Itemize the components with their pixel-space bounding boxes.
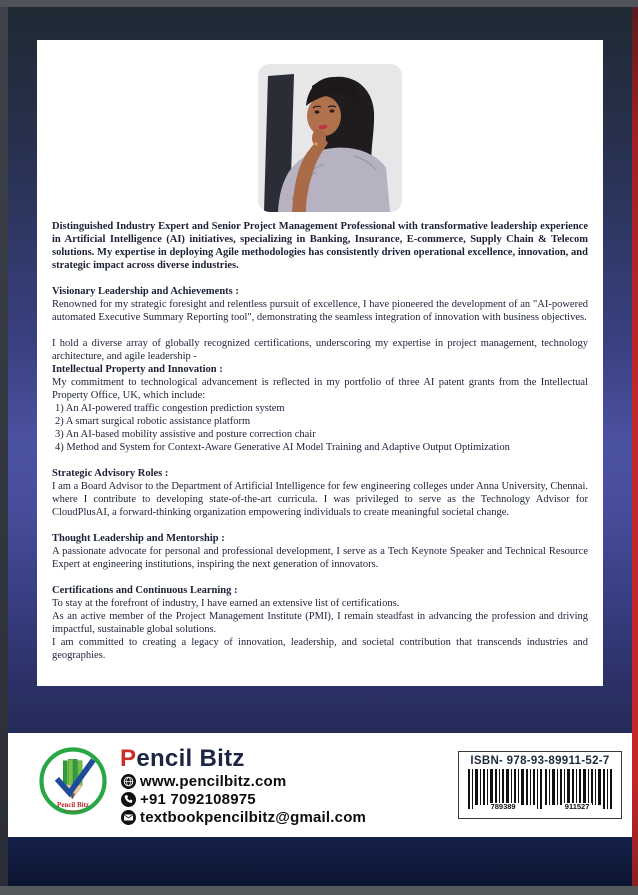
heading-intellectual-property: Intellectual Property and Innovation :	[52, 364, 223, 375]
publisher-initial: P	[120, 745, 137, 772]
heading-certifications: Certifications and Continuous Learning :	[52, 585, 238, 596]
publisher-email	[121, 809, 366, 825]
barcode-digits-right: 911527	[562, 803, 593, 811]
publisher-phone	[121, 791, 256, 807]
para-certifications-1: To stay at the forefront of industry, I have earned an extensive list of certifications.	[52, 598, 400, 609]
author-bio	[52, 220, 588, 662]
logo-text: Pencil Bitz	[56, 800, 90, 809]
phone-text: +91 7092108975	[140, 790, 256, 808]
bio-panel	[37, 40, 603, 686]
patent-item-1: 1) An AI-powered traffic congestion prediction system	[55, 403, 285, 414]
patent-item-3: 3) An AI-based mobility assistive and posture correction chair	[55, 429, 316, 440]
logo-tagline: LeaD the WaY	[63, 808, 83, 813]
bio-intro: Distinguished Industry Expert and Senior Project Management Professional with transformative leadership experience in Artificial Intelligence (AI) initiatives, specializing in Banking, Insurance, E-commerce, Supply Chain & Telecom solutions. My expertise in deploying Agile methodologies has consistently driven operational excellence, innovation, and strategic impact across diverse industries.	[52, 221, 588, 271]
barcode	[466, 769, 614, 811]
phone-icon	[121, 792, 136, 807]
barcode-digits-left: 789389	[488, 803, 519, 811]
frame-bottom-strip	[0, 886, 638, 895]
email-icon	[121, 810, 136, 825]
pencil-bitz-logo	[38, 746, 108, 816]
author-photo	[258, 64, 402, 212]
para-thought-leadership: A passionate advocate for personal and professional development, I serve as a Tech Keynote Speaker and Technical Resource Expert at engineering institutions, inspiring the next generation of innovators.	[52, 546, 588, 570]
frame-left-strip	[0, 7, 8, 886]
para-certifications-2: As an active member of the Project Management Institute (PMI), I remain steadfast in advancing the profession and driving impactful, sustainable global solutions.	[52, 611, 588, 635]
publisher-name	[120, 745, 245, 773]
frame-right-strip	[632, 7, 638, 886]
isbn-box	[458, 751, 622, 819]
heading-visionary: Visionary Leadership and Achievements :	[52, 286, 239, 297]
para-advisory: I am a Board Advisor to the Department of Artificial Intelligence for few engineering colleges under Anna University, Chennai. where I contribute to developing state-of-the-art curricula. I was privileged to serve as the Technology Advisor for CloudPlusAI, a forward-thinking organization empowering individuals to create meaningful societal change.	[52, 481, 588, 518]
publisher-name-rest: encil Bitz	[136, 745, 245, 772]
para-certifications-3: I am committed to creating a legacy of innovation, leadership, and societal contribution that transcends industries and geographies.	[52, 637, 588, 661]
para-intellectual-property: My commitment to technological advancement is reflected in my portfolio of three AI patent grants from the Intellectual Property Office, UK, which include:	[52, 377, 588, 401]
publisher-website	[121, 773, 286, 789]
barcode-digits	[466, 803, 614, 811]
para-visionary: Renowned for my strategic foresight and relentless pursuit of excellence, I have pioneered the development of an "AI-powered automated Executive Summary Reporting tool", demonstrating the seamless integration of innovation with business objectives.	[52, 299, 588, 323]
globe-icon	[121, 774, 136, 789]
publisher-bar	[8, 733, 632, 837]
email-text: textbookpencilbitz@gmail.com	[140, 808, 367, 826]
patent-item-2: 2) A smart surgical robotic assistance platform	[55, 416, 251, 427]
heading-advisory: Strategic Advisory Roles :	[52, 468, 169, 479]
footer-navy-bar	[8, 837, 632, 886]
patent-item-4: 4) Method and System for Context-Aware Generative AI Model Training and Adaptive Output Optimization	[55, 442, 510, 453]
heading-thought-leadership: Thought Leadership and Mentorship :	[52, 533, 225, 544]
frame-top-strip	[0, 0, 638, 7]
isbn-label: ISBN- 978-93-89911-52-7	[470, 755, 610, 767]
website-text: www.pencilbitz.com	[140, 772, 287, 790]
para-certs-bridge: I hold a diverse array of globally recognized certifications, underscoring my expertise in project management, technology architecture, and agile leadership -	[52, 338, 588, 362]
